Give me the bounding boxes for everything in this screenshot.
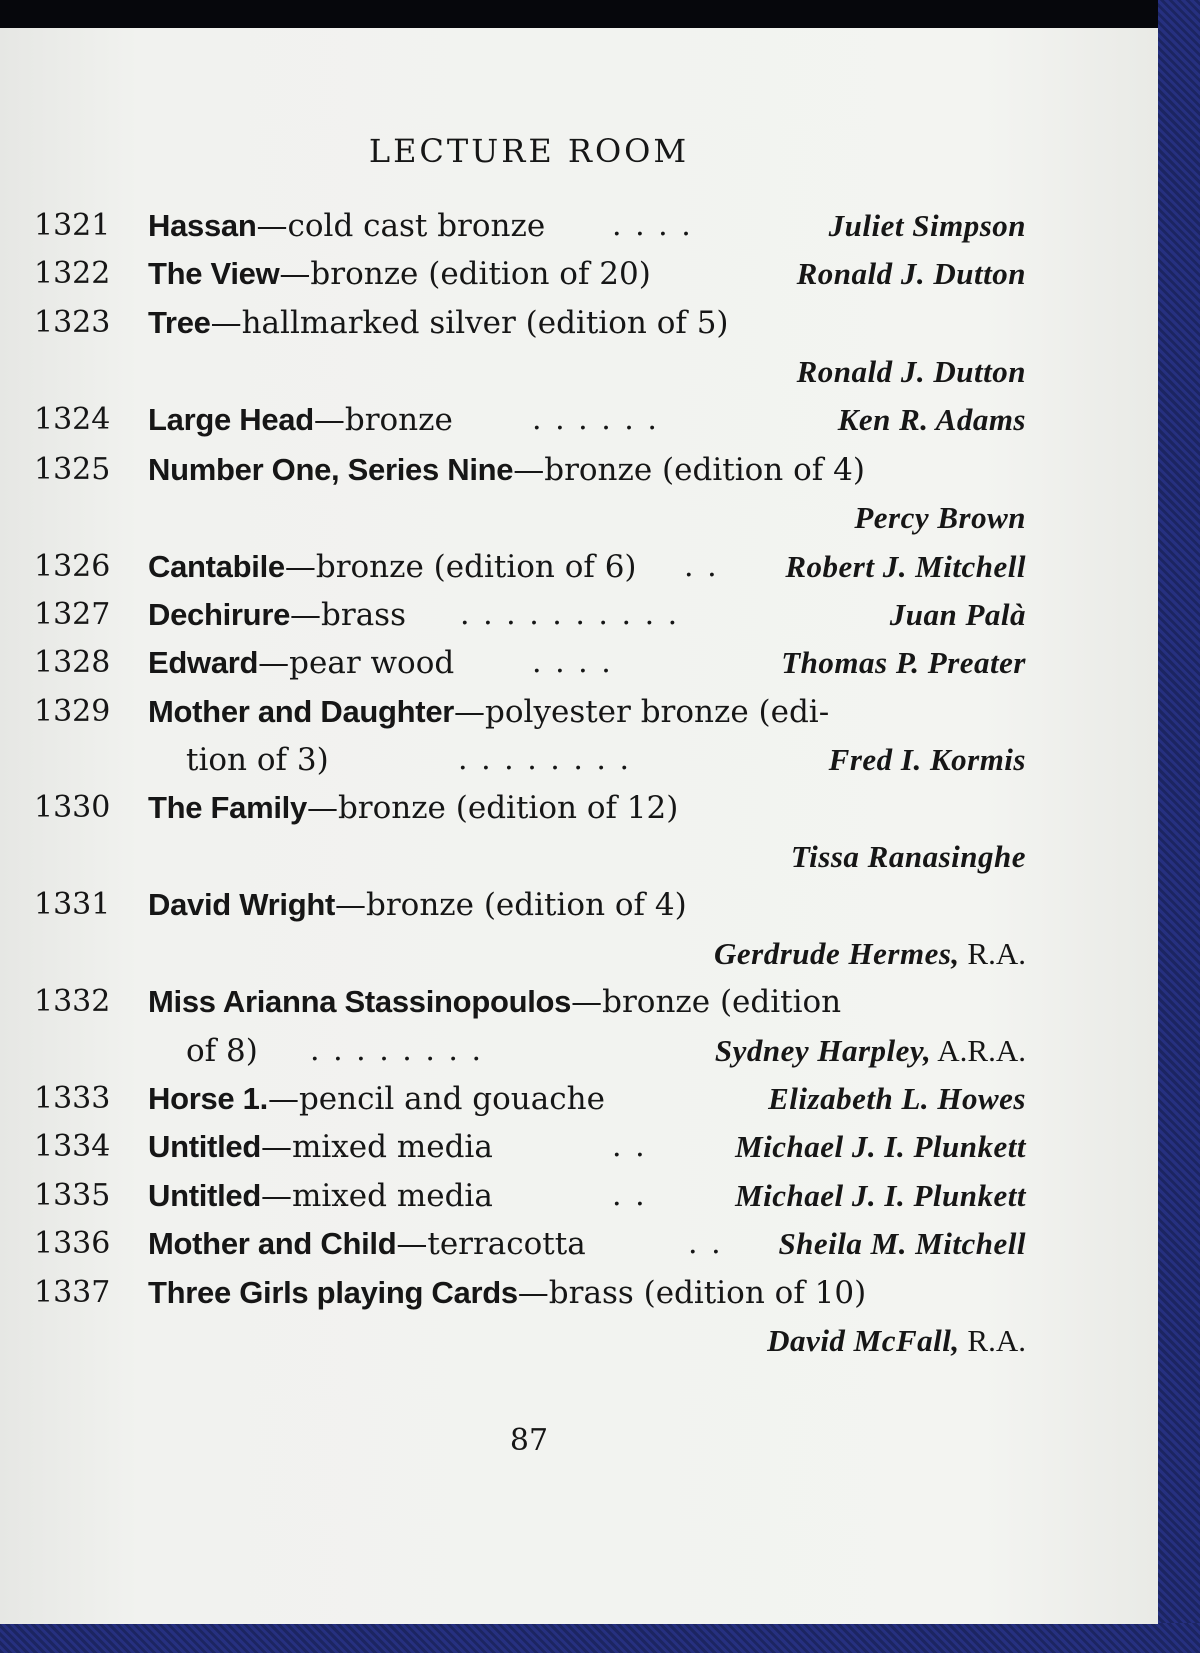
catalogue-entry [0,252,1158,300]
catalogue-entry [0,1125,1158,1173]
artist-name: Juliet Simpson [828,208,1026,243]
catalogue-entry-continuation [0,1029,1158,1077]
artist-name: Tissa Ranasinghe [790,839,1026,874]
artist-name: Elizabeth L. Howes [768,1081,1026,1116]
artist-name: Robert J. Mitchell [785,549,1026,584]
entry-description [148,645,454,681]
catalogue-entry [0,1222,1158,1270]
book-top-edge [0,0,1200,30]
entry-medium: —brass [290,597,406,633]
entry-description [148,1081,605,1117]
artist-name: Ronald J. Dutton [796,256,1026,291]
catalogue-entry [0,301,1158,349]
entry-title: Mother and Child [148,1226,397,1261]
entry-title: Number One, Series Nine [148,452,514,487]
entry-artist [778,1226,1026,1262]
entry-medium: —bronze (edition of 20) [279,256,651,292]
catalogue-entry [0,204,1158,252]
catalogue-entry [0,448,1158,496]
entry-number: 1327 [34,597,111,632]
entry-title: The View [148,256,280,291]
artist-name: Thomas P. Preater [781,645,1026,680]
entry-artist [829,742,1026,778]
entry-title: Three Girls playing Cards [148,1275,518,1310]
entry-description [148,694,829,730]
entry-number: 1326 [34,549,111,584]
catalogue-entry [0,883,1158,931]
entry-medium-continuation: of 8) [186,1033,258,1069]
entry-number: 1337 [34,1275,111,1310]
leader-dots: . . [688,1226,723,1261]
entry-description [148,256,651,292]
entry-number: 1321 [34,208,111,243]
artist-name: Michael J. I. Plunkett [735,1129,1026,1164]
entry-title: Mother and Daughter [148,694,455,729]
entry-title: Miss Arianna Stassinopoulos [148,984,572,1019]
catalogue-entry-artist-line [0,496,1158,544]
entry-medium: —terracotta [396,1226,586,1262]
entry-artist [785,549,1026,585]
artist-honour: A.R.A. [937,1033,1026,1068]
entry-title: Horse 1. [148,1081,268,1116]
leader-dots: . . . . [532,645,613,680]
entry-title: The Family [148,790,307,825]
entry-medium-continuation: tion of 3) [186,742,329,778]
entry-medium: —hallmarked silver (edition of 5) [210,305,729,341]
entry-title: Edward [148,645,259,680]
entry-description [148,452,865,488]
entry-number: 1336 [34,1226,111,1261]
leader-dots: . . . . . . . . [310,1033,484,1068]
entry-medium: —pencil and gouache [267,1081,605,1117]
entry-medium: —bronze (edition of 12) [306,790,679,826]
entry-description [148,1275,866,1311]
entry-medium: —bronze [313,402,453,438]
entry-artist [735,1178,1026,1214]
catalogue-page [0,28,1158,1624]
catalogue-entry-continuation [0,738,1158,786]
artist-name: Percy Brown [854,500,1026,535]
page-number: 87 [509,1423,549,1458]
entry-artist [797,354,1026,390]
entry-description [148,790,678,826]
entry-artist [767,1323,1026,1359]
artist-name: Fred I. Kormis [828,742,1026,777]
catalogue-entry [0,1174,1158,1222]
entry-number: 1331 [34,887,111,922]
entry-number: 1325 [34,452,111,487]
entry-medium: —polyester bronze (edi- [454,694,830,730]
artist-name: Sheila M. Mitchell [778,1226,1026,1261]
entry-artist [768,1081,1026,1117]
entry-medium: —bronze (edition of 4) [513,452,865,488]
catalogue-entry [0,1077,1158,1125]
artist-name: David McFall, [767,1323,960,1358]
entry-artist [735,1129,1026,1165]
entry-title: Untitled [148,1178,261,1213]
entry-title: David Wright [148,887,336,922]
entry-description [148,1226,586,1262]
book-cover-edge [1158,0,1200,1653]
catalogue-entry-artist-line [0,835,1158,883]
entry-medium: —mixed media [260,1178,493,1214]
entry-medium: —bronze (edition of 6) [284,549,637,585]
entry-medium: —bronze (edition [571,984,842,1020]
page-heading: LECTURE ROOM [368,132,690,170]
entry-number: 1324 [34,402,111,437]
entry-description [148,1178,493,1214]
entry-number: 1330 [34,790,111,825]
entry-number: 1323 [34,305,111,340]
entry-medium: —mixed media [260,1129,493,1165]
catalogue-entry [0,593,1158,641]
entry-title: Large Head [148,402,314,437]
entry-number: 1335 [34,1178,111,1213]
artist-name: Juan Palà [889,597,1026,632]
entry-artist [890,597,1026,633]
catalogue-entry [0,545,1158,593]
entry-description [148,549,637,585]
entry-description [148,402,453,438]
catalogue-entry-artist-line [0,350,1158,398]
catalogue-entry [0,980,1158,1028]
entry-artist [791,839,1026,875]
catalogue-entry-artist-line [0,1319,1158,1367]
book-cover-bottom [0,1623,1200,1653]
entry-artist [715,1033,1026,1069]
entry-artist [797,256,1026,292]
artist-honour: R.A. [967,936,1026,971]
artist-name: Ken R. Adams [837,402,1026,437]
leader-dots: . . [684,549,719,584]
entry-medium: —bronze (edition of 4) [335,887,687,923]
entry-description [148,208,545,244]
entry-number: 1333 [34,1081,111,1116]
leader-dots: . . . . . . . . . . [460,597,680,632]
entry-title: Tree [148,305,211,340]
entry-number: 1332 [34,984,111,1019]
catalogue-entry [0,1271,1158,1319]
entry-number: 1329 [34,694,111,729]
entry-artist [838,402,1026,438]
entry-medium: —brass (edition of 10) [517,1275,867,1311]
leader-dots: . . [612,1129,647,1164]
catalogue-entry [0,786,1158,834]
entry-title: Hassan [148,208,257,243]
entry-artist [714,936,1026,972]
entry-title: Untitled [148,1129,261,1164]
entry-number: 1328 [34,645,111,680]
catalogue-entry [0,398,1158,446]
artist-name: Sydney Harpley, [714,1033,932,1068]
artist-name: Gerdrude Hermes, [714,936,960,971]
catalogue-entry [0,690,1158,738]
artist-honour: R.A. [967,1323,1026,1358]
leader-dots: . . . . . . . . [458,742,632,777]
entry-medium: —pear wood [258,645,455,681]
entry-description [148,597,406,633]
leader-dots: . . [612,1178,647,1213]
entry-title: Cantabile [148,549,285,584]
entry-description [148,984,841,1020]
entry-artist [781,645,1026,681]
entry-artist [829,208,1026,244]
catalogue-entry [0,641,1158,689]
artist-name: Michael J. I. Plunkett [735,1178,1026,1213]
entry-medium: —cold cast bronze [256,208,546,244]
entry-description [148,887,687,923]
entry-description [148,305,729,341]
entry-title: Dechirure [148,597,291,632]
entry-description [148,1129,493,1165]
entry-number: 1334 [34,1129,111,1164]
artist-name: Ronald J. Dutton [796,354,1026,389]
leader-dots: . . . . . . [532,402,659,437]
entry-artist [854,500,1026,536]
leader-dots: . . . . [612,208,693,243]
entry-number: 1322 [34,256,111,291]
catalogue-entry-artist-line [0,932,1158,980]
